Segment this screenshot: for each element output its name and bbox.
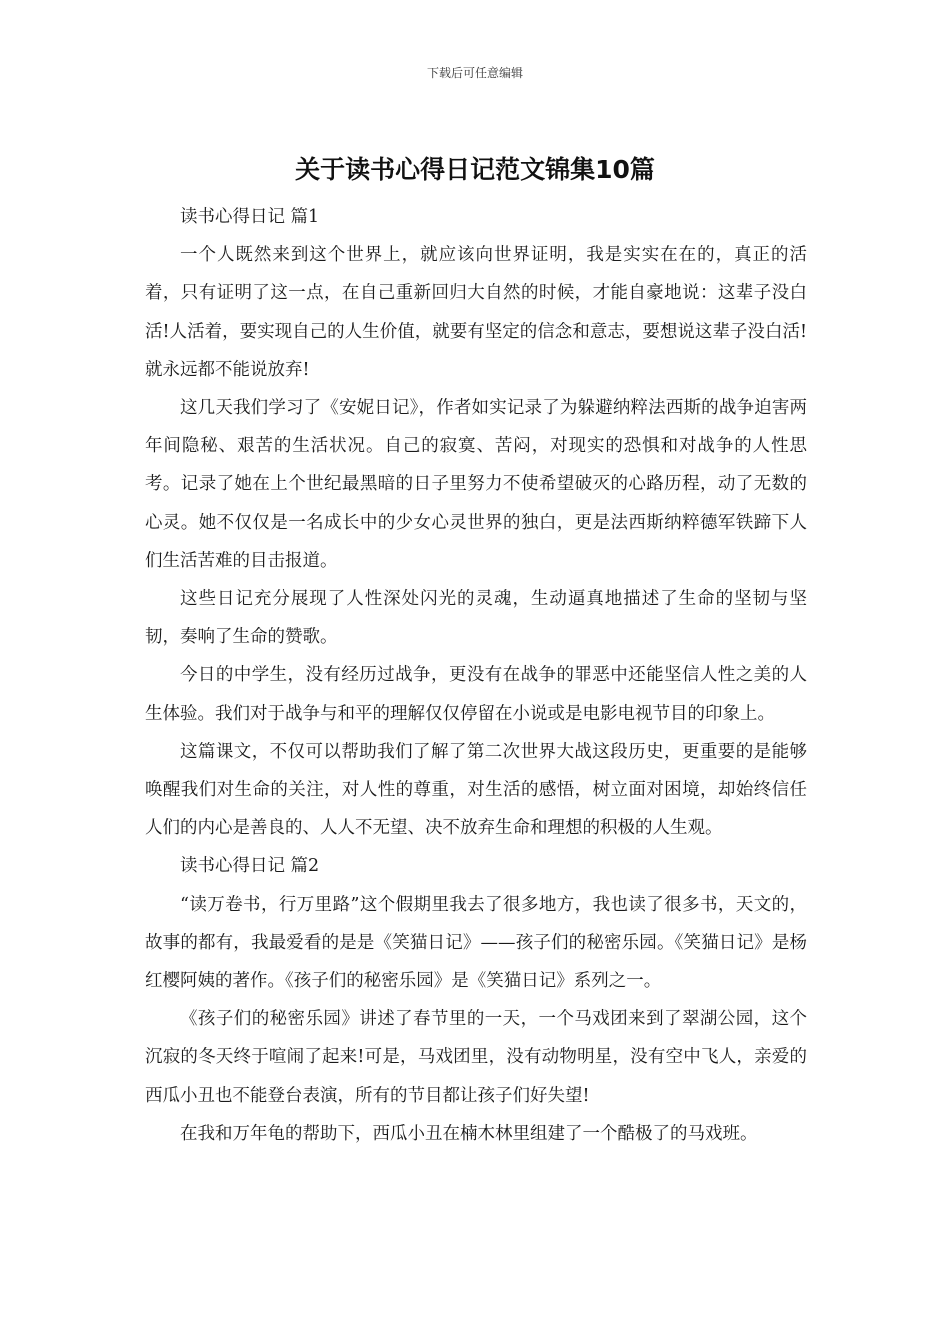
paragraph: 一个人既然来到这个世界上，就应该向世界证明，我是实实在在的，真正的活着，只有证明了这一点，在自己重新回归大自然的时候，才能自豪地说：这辈子没白活!人活着，要实现自己的人生价值，就要有坚定的信念和意志，要想说这辈子没白活!就永远都不能说放弃! (145, 245, 807, 380)
paragraph: 《孩子们的秘密乐园》讲述了春节里的一天，一个马戏团来到了翠湖公园，这个沉寂的冬天终于喧闹了起来!可是，马戏团里，没有动物明星，没有空中飞人，亲爱的西瓜小丑也不能登台表演，所有的节目都让孩子们好失望! (145, 1009, 807, 1106)
paragraph: 这篇课文，不仅可以帮助我们了解了第二次世界大战这段历史，更重要的是能够唤醒我们对生命的关注，对人性的尊重，对生活的感悟，树立面对困境，却始终信任人们的内心是善良的、人人不无望、决不放弃生命和理想的积极的人生观。 (145, 741, 807, 839)
paragraph: 这几天我们学习了《安妮日记》，作者如实记录了为躲避纳粹法西斯的战争迫害两年间隐秘、艰苦的生活状况。自己的寂寞、苦闷，对现实的恐惧和对战争的人性思考。记录了她在上个世纪最黑暗的日子里努力不使希望破灭的心路历程，动了无数的心灵。她不仅仅是一名成长中的少女心灵世界的独白，更是法西斯纳粹德军铁蹄下人们生活苦难的目击报道。 (145, 398, 807, 571)
section-heading-1: 读书心得日记 篇1 (180, 207, 320, 227)
header-note: 下载后可任意编辑 (426, 66, 523, 80)
paragraph: 这些日记充分展现了人性深处闪光的灵魂，生动逼真地描述了生命的坚韧与坚韧，奏响了生命的赞歌。 (145, 589, 807, 648)
paragraph: 今日的中学生，没有经历过战争，更没有在战争的罪恶中还能坚信人性之美的人生体验。我们对于战争与和平的理解仅仅停留在小说或是电影电视节目的印象上。 (145, 665, 807, 724)
document-title: 关于读书心得日记范文锦集10篇 (295, 155, 655, 184)
document-body (145, 198, 807, 1153)
section-heading-2: 读书心得日记 篇2 (180, 856, 320, 877)
paragraph: “读万卷书，行万里路”这个假期里我去了很多地方，我也读了很多书，天文的，故事的都有，我最爱看的是是《笑猫日记》——孩子们的秘密乐园。《笑猫日记》是杨红樱阿姨的著作。《孩子们的秘密乐园》是《笑猫日记》系列之一。 (145, 894, 807, 992)
paragraph: 在我和万年龟的帮助下，西瓜小丑在楠木林里组建了一个酷极了的马戏班。 (180, 1123, 758, 1144)
